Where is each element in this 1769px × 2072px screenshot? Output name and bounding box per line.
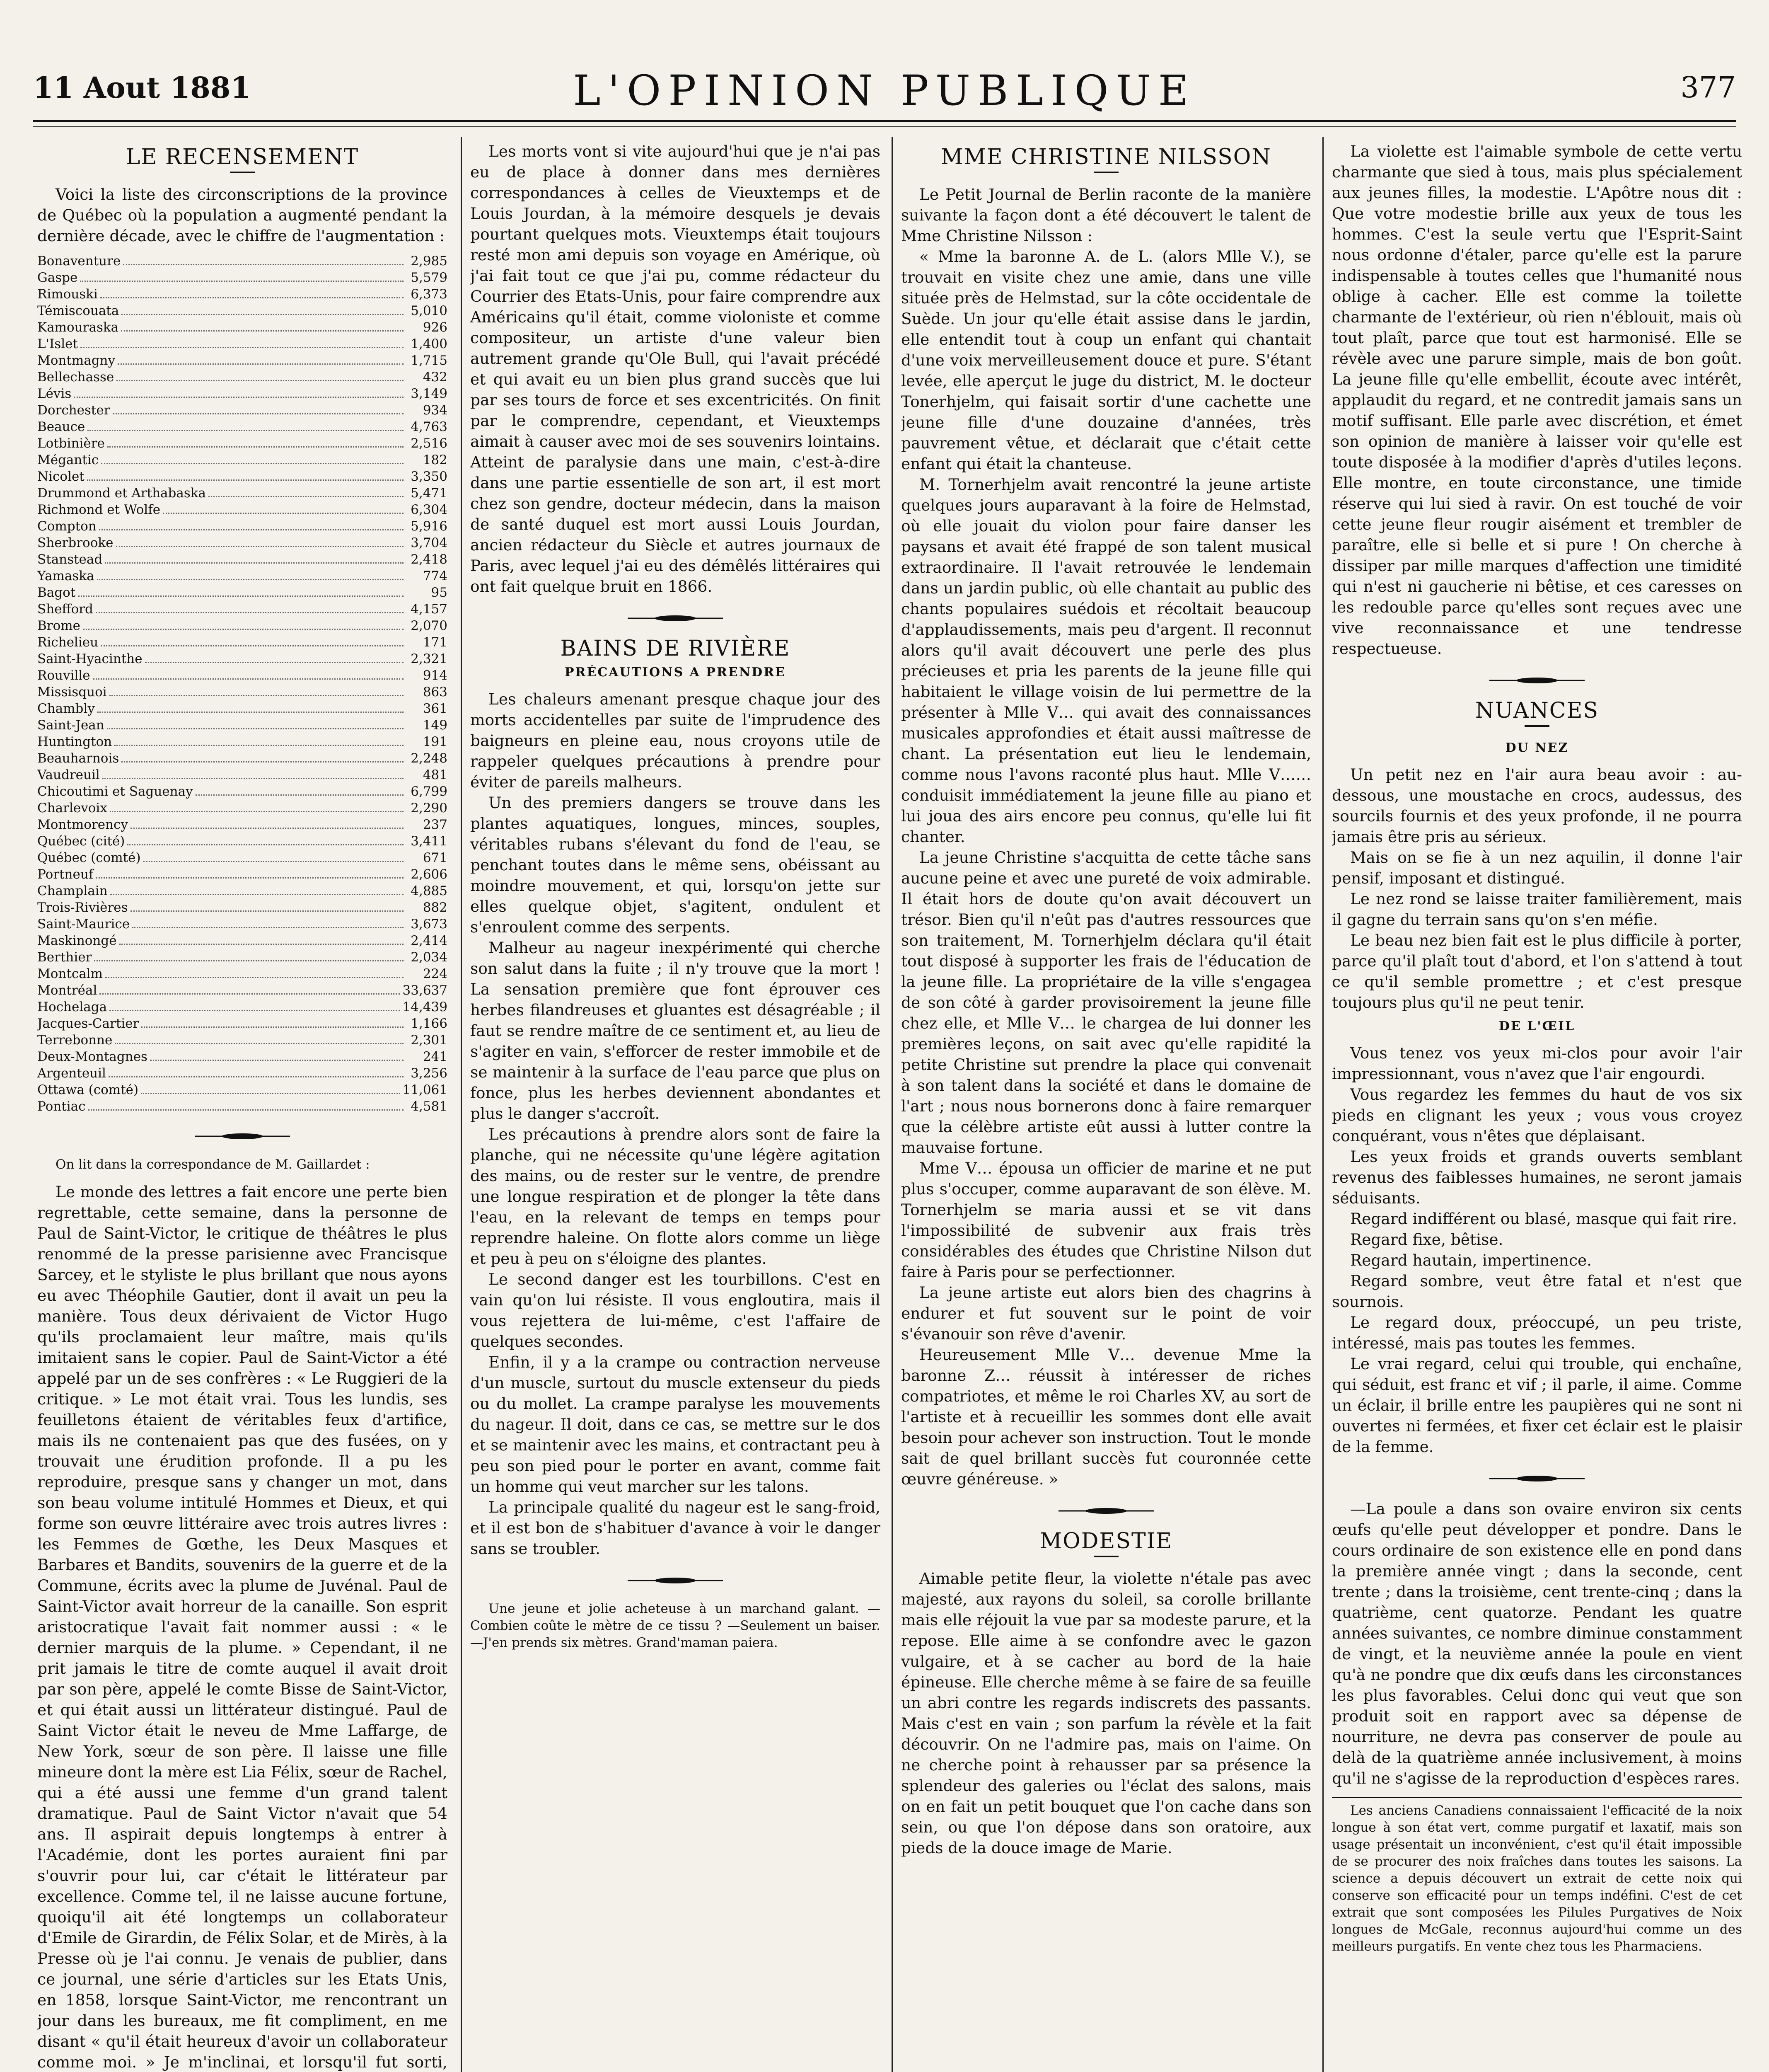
- census-value: 224: [423, 966, 447, 981]
- ornament-divider: [628, 1576, 723, 1585]
- leader-dots: [143, 861, 404, 862]
- census-row: [37, 518, 447, 535]
- census-value: 5,010: [411, 303, 447, 318]
- leader-dots: [97, 579, 404, 580]
- leader-dots: [93, 678, 404, 680]
- page-number: 377: [1680, 70, 1736, 104]
- census-value: 1,400: [411, 336, 447, 351]
- census-district: Charlevoix: [37, 801, 107, 816]
- nilsson-paragraph: Le Petit Journal de Berlin raconte de la manière suivante la façon dont a été découvert le talent de Mme Christine Nilsson :: [901, 185, 1311, 245]
- masthead: [33, 66, 1736, 116]
- census-value: 95: [431, 585, 447, 600]
- column-divider: [1322, 137, 1324, 2072]
- census-row: [37, 336, 447, 352]
- leader-dots: [105, 562, 404, 564]
- column-1: [37, 141, 447, 2072]
- title-dash: [230, 172, 255, 173]
- leader-dots: [113, 413, 404, 414]
- bains-body: [470, 689, 880, 1559]
- nilsson-paragraph: La jeune artiste eut alors bien des chagrins à endurer et fut souvent sur le point de voir s'évanouir son rêve d'avenir.: [901, 1283, 1311, 1343]
- recensement-title: LE RECENSEMENT: [126, 145, 359, 169]
- census-value: 5,471: [411, 486, 447, 501]
- leader-dots: [121, 314, 404, 315]
- census-row: [37, 551, 447, 568]
- census-district: Québec (cité): [37, 834, 125, 849]
- census-district: Jacques-Cartier: [37, 1016, 139, 1031]
- census-district: Rimouski: [37, 287, 98, 302]
- census-district: Témiscouata: [37, 303, 119, 318]
- leader-dots: [110, 894, 404, 895]
- census-district: Richelieu: [37, 635, 99, 650]
- census-value: 3,256: [411, 1066, 447, 1081]
- census-row: [37, 916, 447, 932]
- census-row: [37, 899, 447, 916]
- ornament-divider: [1489, 1474, 1585, 1484]
- census-value: 191: [423, 734, 447, 749]
- census-row: [37, 468, 447, 485]
- bains-paragraph: Les précautions à prendre alors sont de faire la planche, qui ne nécessite qu'une légère agitation des mains, ou de rester sur le ventre, de prendre une longue respiration et de plonger la tête dans l'eau, en la relevant de temps en temps pour reprendre haleine. On flotte alors comme un liège et peu à peu on s'éloigne des plantes.: [470, 1125, 880, 1268]
- oeil-paragraph: Le regard doux, préoccupé, un peu triste, intéressé, mais pas toutes les femmes.: [1332, 1313, 1742, 1352]
- masthead-rule: [33, 120, 1736, 122]
- nuances-title: NUANCES: [1475, 698, 1599, 723]
- census-value: 241: [423, 1049, 447, 1064]
- modestie-p2: La violette est l'aimable symbole de cette vertu charmante que sied à tous, mais plus spécialement aux jeunes filles, la modestie. L'Apôtre nous dit : Que votre modestie brille aux yeux de tous les hommes. C'est la seule vertu que l'Esprit-Saint nous ordonne d'étaler, parce qu'elle est la parure indispensable à toutes celles que l'humanité nous oblige à cacher. Elle est comme la toilette charmante de l'extérieur, où rien n'éblouit, mais où tout plaît, parce que tout est harmonisé. Elle se révèle avec une parure simple, mais de bon goût. La jeune fille qu'elle embellit, écoute avec intérêt, applaudit du regard, et ne contredit jamais sans un motif suffisant. Elle parle avec discrétion, et émet son opinion de manière à laisser voir qu'elle est toute disposée à la modifier d'après d'utiles leçons. Elle montre, en toute circonstance, une timide réserve qui lui sied à ravir. On est touché de voir cette jeune fleur rougir aisément et trembler de paraître, elle si belle et si pure ! On cherche à dissiper par mille marques d'affection une timidité qui n'est ni gaucherie ni bêtise, et ces caresses on les redouble parce qu'elles sont reçues avec une vive reconnaissance et une tendresse respectueuse.: [1332, 142, 1742, 658]
- oeil-paragraph: Les yeux froids et grands ouverts semblant revenus des faiblesses humaines, ne seront jamais séduisants.: [1332, 1147, 1742, 1207]
- census-row: [37, 866, 447, 883]
- census-district: Montcalm: [37, 966, 103, 981]
- census-row: [37, 1098, 447, 1115]
- leader-dots: [208, 496, 404, 497]
- bains-paragraph: Enfin, il y a la crampe ou contraction nerveuse d'un muscle, surtout du muscle extenseur du pieds ou du mollet. La crampe paralyse les mouvements du nageur. Il doit, dans ce cas, se mettre sur le dos et se maintenir avec les mains, et contractant peu à peu son pied pour le porter en avant, comme fait un homme qui veut marcher sur les talons.: [470, 1353, 880, 1496]
- census-row: [37, 883, 447, 899]
- census-district: Lévis: [37, 386, 72, 401]
- leader-dots: [80, 347, 404, 348]
- leader-dots: [101, 645, 404, 646]
- nez-paragraph: Le nez rond se laisse traiter familièrement, mais il gagne du terrain sans qu'on s'en méfie.: [1332, 890, 1742, 929]
- census-row: [37, 949, 447, 966]
- census-district: Nicolet: [37, 469, 85, 484]
- census-district: Argenteuil: [37, 1066, 106, 1081]
- census-value: 5,916: [411, 519, 447, 534]
- census-value: 914: [423, 668, 447, 683]
- census-value: 3,149: [411, 386, 447, 401]
- census-row: [37, 1048, 447, 1065]
- census-value: 3,704: [411, 535, 447, 550]
- census-value: 6,304: [411, 502, 447, 517]
- census-district: Yamaska: [37, 569, 94, 583]
- census-row: [37, 982, 447, 999]
- census-value: 4,581: [411, 1099, 447, 1114]
- census-district: Beauharnois: [37, 751, 119, 766]
- census-value: 237: [423, 817, 447, 832]
- census-row: [37, 816, 447, 833]
- nilsson-body: [901, 184, 1311, 1489]
- census-value: 671: [423, 850, 447, 865]
- census-row: [37, 733, 447, 750]
- census-row: [37, 1032, 447, 1048]
- census-district: Dorchester: [37, 403, 110, 418]
- saint-victor-intro: On lit dans la correspondance de M. Gaillardet :: [56, 1157, 370, 1172]
- census-value: 2,070: [411, 618, 447, 633]
- census-value: 863: [423, 685, 447, 700]
- leader-dots: [114, 745, 404, 746]
- census-district: L'Islet: [37, 336, 78, 351]
- bains-paragraph: La principale qualité du nageur est le sang-froid, et il est bon de s'habituer d'avance à voir le danger sans se troubler.: [470, 1498, 880, 1558]
- leader-dots: [121, 330, 404, 332]
- issue-date: 11 Aout 1881: [33, 70, 251, 105]
- leader-dots: [102, 778, 404, 779]
- census-row: [37, 402, 447, 419]
- census-district: Rouville: [37, 668, 90, 683]
- census-district: Bonaventure: [37, 254, 121, 269]
- census-district: Lotbinière: [37, 436, 105, 451]
- census-value: 182: [423, 453, 447, 467]
- leader-dots: [141, 1026, 404, 1028]
- leader-dots: [87, 479, 404, 481]
- census-row: [37, 568, 447, 584]
- census-value: 2,414: [411, 933, 447, 948]
- census-district: Champlain: [37, 884, 108, 898]
- bains-title: BAINS DE RIVIÈRE: [560, 636, 790, 661]
- census-value: 361: [423, 701, 447, 716]
- nez-paragraph: Un petit nez en l'air aura beau avoir : au-dessous, une moustache en crocs, audessus, des sourcils fournis et des yeux profonde, il ne pourra jamais être pris au sérieux.: [1332, 765, 1742, 846]
- bains-paragraph: Les chaleurs amenant presque chaque jour des morts accidentelles par suite de l'imprudence des baigneurs en pleine eau, nous croyons utile de rappeler quelques précautions à prendre pour éviter de pareils malheurs.: [470, 690, 880, 791]
- census-row: [37, 1015, 447, 1032]
- leader-dots: [118, 363, 404, 365]
- leader-dots: [110, 811, 404, 812]
- nilsson-paragraph: Heureusement Mlle V… devenue Mme la baronne Z… réussit à intéresser de riches compatriotes, et même le roi Charles XV, au sort de l'artiste et à recueillir les sommes dont elle avait besoin pour achever son instruction. Tout le monde sait de quel brillant succès fut couronnée cette œuvre généreuse. »: [901, 1346, 1311, 1488]
- nez-body: [1332, 764, 1742, 1013]
- census-value: 2,985: [411, 254, 447, 269]
- newspaper-title: L'OPINION PUBLIQUE: [573, 66, 1196, 115]
- leader-dots: [78, 595, 404, 597]
- leader-dots: [141, 1093, 400, 1094]
- leader-dots: [97, 712, 404, 713]
- census-row: [37, 501, 447, 518]
- census-district: Bagot: [37, 585, 76, 600]
- census-district: Saint-Jean: [37, 718, 104, 733]
- ornament-divider: [195, 1131, 290, 1141]
- modestie-p1: Aimable petite fleur, la violette n'étale pas avec majesté, aux rayons du soleil, sa corolle brillante mais elle réjouit la vue par sa modeste parure, et la repose. Elle aime à se confondre avec le gazon vulgaire, et à se cacher au bord de la haie épineuse. Elle cherche même à se faire de sa feuille un abri contre les regards indiscrets des passants. Mais c'est en vain ; son parfum la révèle et la fait découvrir. On ne l'admire pas, mais on l'aime. On ne cherche point à rehausser par sa présence la splendeur des galeries ou l'éclat des salons, mais on en fait un petit bouquet que l'on cache dans son sein, ou que l'on dépose dans son oratoire, aux pieds de la douce image de Marie.: [901, 1569, 1311, 1857]
- census-row: [37, 1082, 447, 1098]
- leader-dots: [107, 728, 404, 729]
- oeil-paragraph: Vous tenez vos yeux mi-clos pour avoir l'air impressionnant, vous n'avez que l'air engourdi.: [1332, 1044, 1742, 1083]
- census-row: [37, 269, 447, 286]
- census-district: Richmond et Wolfe: [37, 502, 161, 517]
- leader-dots: [107, 446, 404, 448]
- leader-dots: [130, 828, 404, 829]
- census-value: 6,373: [411, 287, 447, 302]
- nilsson-title: MME CHRISTINE NILSSON: [941, 145, 1271, 169]
- census-value: 4,763: [411, 419, 447, 434]
- census-value: 934: [423, 403, 447, 418]
- ornament-divider: [1058, 1506, 1154, 1516]
- census-district: Mégantic: [37, 453, 99, 467]
- census-district: Portneuf: [37, 867, 94, 882]
- census-district: Brome: [37, 618, 81, 633]
- recensement-intro: Voici la liste des circonscriptions de la province de Québec où la population a augmenté pendant la dernière décade, avec le chiffre de l'augmentation :: [37, 185, 447, 245]
- census-district: Ottawa (comté): [37, 1082, 139, 1097]
- census-row: [37, 999, 447, 1015]
- census-value: 1,166: [411, 1016, 447, 1031]
- census-value: 3,350: [411, 469, 447, 484]
- census-row: [37, 850, 447, 866]
- census-district: Kamouraska: [37, 320, 119, 335]
- nilsson-paragraph: La jeune Christine s'acquitta de cette tâche sans aucune peine et avec une pureté de voix admirable. Il était hors de doute qu'on avait découvert un trésor. Bien qu'il n'eût pas d'autres ressources que son traitement, M. Tornerhjelm déclara qu'il était tout disposé à supporter les frais de l'éducation de la jeune fille. La propriétaire de la ville s'engagea de son côté à garder provisoirement la jeune fille chez elle, et Mlle V… le chargea de lui donner les premières leçons, on sait avec qu'elle rapidité la petite Christine sut prendre la place qui convenait à son talent dans la société et dans le domaine de l'art ; nous nous bornerons donc à faire remarquer que la célèbre artiste eût aussi à lutter contre la mauvaise fortune.: [901, 848, 1311, 1157]
- leader-dots: [96, 877, 404, 879]
- leader-dots: [100, 297, 404, 298]
- census-district: Trois-Rivières: [37, 900, 128, 915]
- census-row: [37, 369, 447, 385]
- leader-dots: [74, 397, 404, 398]
- census-value: 4,157: [411, 602, 447, 617]
- census-district: Québec (comté): [37, 850, 141, 865]
- census-row: [37, 617, 447, 634]
- census-district: Missisquoi: [37, 685, 107, 700]
- census-district: Chambly: [37, 701, 95, 716]
- saint-victor-p1: Le monde des lettres a fait encore une perte bien regrettable, cette semaine, dans la personne de Paul de Saint-Victor, le critique de théâtres le plus renommé de la presse parisienne avec Francisque Sarcey, et le styliste le plus brillant que nous ayons eu avec Théophile Gautier, dont il avait un peu la manière. Tous deux dérivaient de Victor Hugo qu'ils proclamaient leur maître, mais qu'ils imitaient sans le copier. Paul de Saint-Victor a été appelé par un de ses confrères : « Le Ruggieri de la critique. » Le mot était vrai. Tous les lundis, ses feuilletons étaient de véritables feux d'artifice, mais ils ne contenaient pas que des fusées, on y trouvait une érudition profonde. Il a pu les reproduire, presque sans y changer un mot, dans son beau volume intitulé Hommes et Dieux, et qui forme son œuvre littéraire avec trois autres livres : les Femmes de Gœthe, les Deux Masques et Barbares et Bandits, souvenirs de la guerre et de la Commune, écrits avec la plume de Juvénal. Paul de Saint-Victor avait horreur de la canaille. Son esprit aristocratique l'avait fait nommer aussi : « le dernier marquis de la plume. » Cependant, il ne prit jamais le titre de comte auquel il avait droit par son père, appelé le comte Bisse de Saint-Victor, et qui était aussi un littérateur distingué. Paul de Saint Victor était le neveu de Mme Laffarge, de New York, sœur de son père. Il laisse une fille mineure dont la mère est Lia Félix, sœur de Rachel, qui a été aussi une femme d'un grand talent dramatique. Paul de Saint Victor n'avait que 54 ans. Il aspirait depuis longtemps à entrer à l'Académie, dont les portes auraient fini par s'ouvrir pour lui, car c'était le littérateur par excellence. Comme tel, il ne laisse aucune fortune, quoiqu'il ait été longtemps un collaborateur d'Emile de Girardin, de Félix Solar, et de Mirès, à la Presse où je l'ai connu. Je venais de publier, dans ce journal, une série d'articles sur les Etats Unis, en 1858, lorsque Saint-Victor, me rencontrant un jour dans les bureaux, me fit compliment, en me disant « qu'il était heureux d'avoir un collaborateur comme moi. » Je m'inclinai, et lorsqu'il fut sorti,: [37, 1183, 447, 2071]
- leader-dots: [150, 1060, 404, 1061]
- leader-dots: [87, 430, 404, 431]
- leader-dots: [94, 960, 404, 961]
- saint-victor-p2: Les morts vont si vite aujourd'hui que je n'ai pas eu de place à donner dans mes dernières correspondances à celles de Vieuxtemps et de Louis Jourdan, à la mémoire desquels je devais pourtant quelques mots. Vieuxtemps était toujours resté mon ami depuis son voyage en Amérique, où j'ai fait tout ce que j'ai pu, comme rédacteur du Courrier des Etats-Unis, pour faire comprendre aux Américains qu'il était, comme violoniste et comme compositeur, un artiste d'une valeur bien autrement grande qu'Ole Bull, qui l'avait précédé et qui avait eu un bien plus grand succès que lui par ses tours de force et ses excentricités. On finit par le comprendre, cependant, et Vieuxtemps aimait à causer avec moi de ses souvenirs lointains. Atteint de paralysie dans une main, c'est-à-dire dans une partie essentielle de son art, il est mort chez son gendre, docteur médecin, dans la maison de santé duquel est mort aussi Louis Jourdan, ancien rédacteur du Siècle et autres journaux de Paris, avec lequel j'ai eu des démêlés littéraires qui ont fait quelque bruit en 1866.: [470, 142, 880, 595]
- census-value: 149: [423, 718, 447, 733]
- leader-dots: [109, 695, 404, 696]
- leader-dots: [88, 1109, 404, 1111]
- census-table: [37, 253, 447, 1115]
- census-district: Sherbrooke: [37, 535, 114, 550]
- census-row: [37, 601, 447, 617]
- column-3: [901, 141, 1311, 2072]
- census-value: 6,799: [411, 784, 447, 799]
- title-dash: [1094, 172, 1119, 173]
- leader-dots: [132, 927, 404, 928]
- census-value: 2,248: [411, 751, 447, 766]
- census-value: 2,034: [411, 950, 447, 965]
- leader-dots: [96, 612, 404, 613]
- census-row: [37, 767, 447, 783]
- column-divider: [892, 137, 893, 2072]
- census-district: Vaudreuil: [37, 767, 100, 782]
- nez-paragraph: Mais on se fie à un nez aquilin, il donne l'air pensif, imposant et distingué.: [1332, 848, 1742, 887]
- leader-dots: [83, 629, 404, 630]
- census-district: Saint-Hyacinthe: [37, 651, 143, 666]
- census-district: Montmorency: [37, 817, 128, 832]
- leader-dots: [196, 794, 404, 796]
- leader-dots: [99, 993, 400, 995]
- census-row: [37, 286, 447, 303]
- oeil-paragraph: Regard indifférent ou blasé, masque qui fait rire.: [1350, 1210, 1737, 1228]
- census-value: 2,418: [411, 552, 447, 567]
- census-district: Gaspe: [37, 270, 78, 285]
- census-row: [37, 684, 447, 700]
- leader-dots: [116, 546, 404, 547]
- census-district: Montréal: [37, 983, 97, 998]
- census-district: Compton: [37, 519, 97, 534]
- poule-paragraph: —La poule a dans son ovaire environ six cents œufs qu'elle peut développer et pondre. Dans le cours ordinaire de son existence elle en pond dans la première année vingt ; dans la seconde, cent trente ; dans la troisième, cent trente-cinq ; dans la quatrième, cent quatorze. Pendant les quatre années suivantes, ce nombre diminue constamment de vingt, et la neuvième année la poule en vient qu'à ne pondre que dix œufs dans les circonstances les plus favorables. Celui donc qui veut que son produit soit en rapport avec sa dépense de nourriture, ne devra pas conserver de poule au delà de la quatrième année inclusivement, à moins qu'il ne s'agisse de la reproduction d'espèces rares.: [1332, 1500, 1742, 1787]
- nilsson-paragraph: M. Tornerhjelm avait rencontré la jeune artiste quelques jours auparavant à la foire de Helmstad, où elle jouait du violon pour faire danser les paysans et avait été frappé de son talent musical extraordinaire. Il l'avait retrouvée le lendemain dans un jardin public, où elle chantait au public des chants populaires suédois et récoltait beaucoup d'applaudissements, mais peu d'argent. Il reconnut alors qu'il avait découvert une perle des plus précieuses et pria les parents de la jeune fille qui habitaient le village voisin de lui permettre de la présenter à Mlle V… qui avait des connaissances musicales approfondies et était aussi maîtresse de chant. La présentation eut lieu le lendemain, comme nous l'avons raconté plus haut. Mlle V…… conduisit immédiatement la jeune fille au piano et lui joua des airs encore peu connus, qu'elle lui fit chanter.: [901, 475, 1311, 846]
- column-divider: [461, 137, 462, 2072]
- leader-dots: [80, 281, 404, 282]
- census-value: 774: [423, 569, 447, 583]
- census-value: 11,061: [402, 1082, 447, 1097]
- census-value: 3,411: [411, 834, 447, 849]
- census-district: Stanstead: [37, 552, 103, 567]
- census-value: 33,637: [402, 983, 447, 998]
- census-row: [37, 319, 447, 336]
- census-district: Saint-Maurice: [37, 917, 130, 932]
- census-row: [37, 966, 447, 982]
- column-4: [1332, 141, 1742, 2072]
- joke-text: Une jeune et jolie acheteuse à un marchand galant. —Combien coûte le mètre de ce tissu ? —Seulement un baiser. —J'en prends six mètres. Grand'maman paiera.: [470, 1601, 880, 1650]
- leader-dots: [123, 264, 404, 265]
- census-district: Terrebonne: [37, 1033, 113, 1048]
- census-value: 5,579: [411, 270, 447, 285]
- census-district: Pontiac: [37, 1099, 86, 1114]
- census-value: 2,516: [411, 436, 447, 451]
- census-district: Maskinongé: [37, 933, 117, 948]
- bains-paragraph: Le second danger est les tourbillons. C'est en vain qu'on lui résiste. Il vous engloutira, mais il vous rejettera de lui-même, c'est l'affaire de quelques secondes.: [470, 1270, 880, 1351]
- census-district: Huntington: [37, 734, 112, 749]
- census-district: Hochelaga: [37, 1000, 107, 1014]
- census-row: [37, 452, 447, 468]
- leader-dots: [163, 513, 404, 514]
- census-row: [37, 634, 447, 651]
- census-row: [37, 700, 447, 717]
- oeil-body: [1332, 1043, 1742, 1457]
- oeil-paragraph: Vous regardez les femmes du haut de vos six pieds en clignant les yeux ; vous vous croyez conquérant, vous n'êtes que déplaisant.: [1332, 1085, 1742, 1145]
- census-district: Montmagny: [37, 353, 116, 368]
- census-row: [37, 932, 447, 949]
- census-district: Berthier: [37, 950, 92, 965]
- column-2: [470, 141, 880, 2072]
- leader-dots: [109, 1076, 404, 1077]
- census-value: 882: [423, 900, 447, 915]
- bains-paragraph: Un des premiers dangers se trouve dans les plantes aquatiques, longues, minces, souples, véritables rubans s'élevant du fond de l'eau, se penchant toutes dans le même sens, obéissant au moindre mouvement, et qui, lorsqu'on jette sur elles quelque objet, s'agitent, ondulent et s'enroulent comme des serpents.: [470, 794, 880, 936]
- advertisement: Les anciens Canadiens connaissaient l'efficacité de la noix longue à son état vert, comme purgatif et laxatif, mais son usage présentait un inconvénient, c'est qu'il était impossible de se procurer des noix fraîches dans toutes les saisons. La science a depuis découvert un extrait de cette noix qui conserve son efficacité pour un temps indéfini. C'est de cet extrait que sont composées les Pilules Purgatives de Noix longues de McGale, reconnus aujourd'hui comme un des meilleurs purgatifs. En vente chez tous les Pharmaciens.: [1332, 1797, 1742, 1955]
- census-district: Shefford: [37, 602, 93, 617]
- ornament-divider: [1489, 675, 1585, 685]
- census-district: Drummond et Arthabaska: [37, 486, 206, 501]
- leader-dots: [99, 529, 404, 530]
- census-value: 14,439: [402, 1000, 447, 1014]
- census-district: Chicoutimi et Saguenay: [37, 784, 193, 799]
- census-value: 481: [423, 767, 447, 782]
- leader-dots: [116, 380, 404, 381]
- census-row: [37, 485, 447, 501]
- oeil-paragraph: Le vrai regard, celui qui trouble, qui enchaîne, qui séduit, est franc et vif ; il parle, il aime. Comme un éclair, il brille entre les paupières qui ne sont ni ouvertes ni fermées, et fixer cet éclair est le plaisir de la femme.: [1332, 1355, 1742, 1456]
- leader-dots: [119, 944, 404, 945]
- census-row: [37, 303, 447, 319]
- census-district: Bellechasse: [37, 370, 114, 385]
- census-row: [37, 750, 447, 767]
- masthead-rule-thin: [33, 126, 1736, 127]
- census-value: 4,885: [411, 884, 447, 898]
- nilsson-paragraph: « Mme la baronne A. de L. (alors Mlle V.), se trouvait en visite chez une amie, dans une ville située près de Helmstad, sur la côte occidentale de Suède. Un jour qu'elle était assise dans le jardin, elle entendit tout à coup un enfant qui chantait d'une voix merveilleusement douce et pure. S'étant levée, elle aperçut le juge du district, M. le docteur Tonerhjelm, qui faisait sortir d'une cachette une jeune fille d'une douzaine d'années, très pauvrement vêtue, et déclarait que c'était cette enfant qui était la chanteuse.: [901, 247, 1311, 473]
- nez-subtitle: DU NEZ: [1505, 741, 1569, 755]
- ornament-divider: [628, 613, 723, 623]
- census-district: Beauce: [37, 419, 85, 434]
- census-row: [37, 833, 447, 850]
- leader-dots: [127, 844, 404, 845]
- leader-dots: [105, 977, 404, 978]
- leader-dots: [145, 662, 404, 663]
- census-row: [37, 435, 447, 452]
- census-value: 926: [423, 320, 447, 335]
- census-value: 2,321: [411, 651, 447, 666]
- census-row: [37, 651, 447, 667]
- census-value: 3,673: [411, 917, 447, 932]
- modestie-title: MODESTIE: [1039, 1529, 1173, 1554]
- census-row: [37, 783, 447, 800]
- oeil-paragraph: Regard fixe, bêtise.: [1350, 1230, 1503, 1249]
- title-dash: [1525, 725, 1549, 727]
- census-row: [37, 667, 447, 684]
- census-row: [37, 253, 447, 269]
- oeil-subtitle: DE L'ŒIL: [1498, 1019, 1576, 1034]
- census-row: [37, 385, 447, 402]
- census-row: [37, 800, 447, 816]
- census-row: [37, 352, 447, 369]
- census-value: 2,301: [411, 1033, 447, 1048]
- bains-paragraph: Malheur au nageur inexpérimenté qui cherche son salut dans la fuite ; il n'y trouve que la mort ! La sensation première que font éprouver ces herbes filandreuses et gluantes est désagréable ; il faut se rendre maître de ce sentiment et, au lieu de s'agiter en vain, s'efforcer de rester immobile et de se maintenir à la surface de l'eau parce que plus on fonce, plus les herbes deviennent abondantes et plus le danger s'accroît.: [470, 939, 880, 1123]
- census-value: 432: [423, 370, 447, 385]
- census-value: 171: [423, 635, 447, 650]
- census-row: [37, 584, 447, 601]
- census-value: 2,290: [411, 801, 447, 816]
- census-row: [37, 535, 447, 551]
- census-row: [37, 1065, 447, 1082]
- leader-dots: [115, 1043, 404, 1044]
- census-row: [37, 419, 447, 435]
- census-row: [37, 717, 447, 733]
- oeil-paragraph: Regard hautain, impertinence.: [1350, 1251, 1592, 1269]
- census-value: 2,606: [411, 867, 447, 882]
- leader-dots: [101, 463, 404, 464]
- oeil-paragraph: Regard sombre, veut être fatal et n'est que sournois.: [1332, 1272, 1742, 1311]
- nez-paragraph: Le beau nez bien fait est le plus difficile à porter, parce qu'il plaît tout d'abord, et l'on s'attend à tout ce qu'il semble promettre ; et c'est presque toujours plus qu'il ne peut tenir.: [1332, 931, 1742, 1012]
- bains-subtitle: PRÉCAUTIONS A PRENDRE: [564, 665, 786, 680]
- nilsson-paragraph: Mme V… épousa un officier de marine et ne put plus s'occuper, comme auparavant de son élève. M. Tornerhjelm se maria aussi et se vit dans l'impossibilité de subvenir aux frais très considérables des études que Christine Nilson dut faire à Paris pour se perfectionner.: [901, 1159, 1311, 1281]
- leader-dots: [109, 1010, 400, 1011]
- census-value: 1,715: [411, 353, 447, 368]
- leader-dots: [130, 910, 404, 912]
- title-dash: [1094, 1556, 1119, 1557]
- leader-dots: [121, 761, 404, 762]
- census-district: Deux-Montagnes: [37, 1049, 147, 1064]
